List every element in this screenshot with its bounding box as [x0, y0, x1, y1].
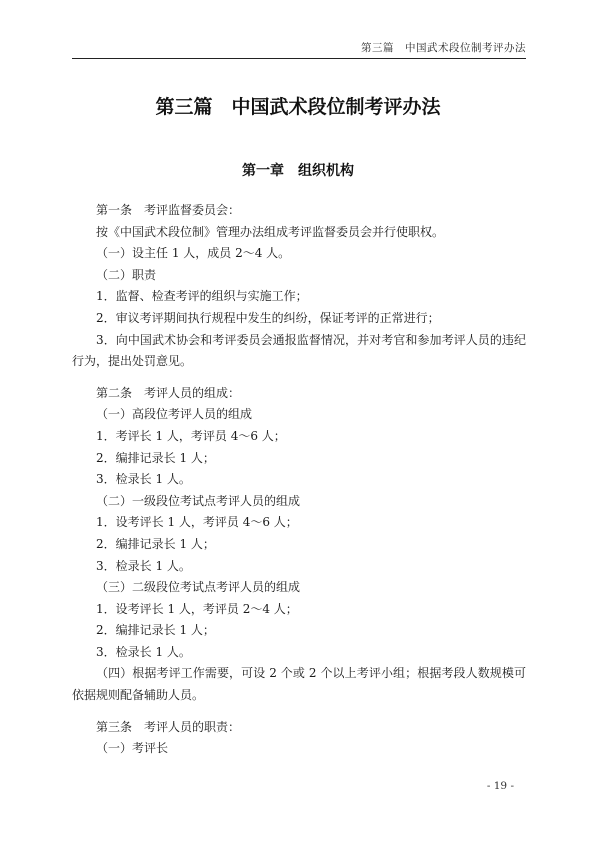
- article-1-heading: 第一条 考评监督委员会：: [96, 203, 241, 217]
- article-2-heading: 第二条 考评人员的组成：: [96, 385, 241, 400]
- paragraph: 3．向中国武术协会和考评委员会通报监督情况，并对考官和参加考评人员的违纪行为，提出处罚意见。: [72, 332, 526, 369]
- running-header: 第三篇 中国武术段位制考评办法: [361, 42, 526, 54]
- paragraph: （四）根据考评工作需要，可设 2 个或 2 个以上考评小组；根据考段人数规模可依据规则配备辅助人员。: [72, 666, 526, 703]
- paragraph: 2．编排记录长 1 人；: [96, 536, 215, 551]
- body-text: [72, 200, 526, 760]
- chapter-title: 第一章 组织机构: [242, 163, 354, 179]
- paragraph: 1．监督、检查考评的组织与实施工作；: [96, 289, 308, 304]
- page-title: 第三篇 中国武术段位制考评办法: [155, 96, 441, 118]
- paragraph: （一）设主任 1 人，成员 2～4 人。: [96, 246, 291, 261]
- paragraph: 3．检录长 1 人。: [96, 472, 191, 487]
- paragraph: （二）一级段位考试点考评人员的组成: [96, 493, 301, 508]
- paragraph: 按《中国武术段位制》管理办法组成考评监督委员会并行使职权。: [96, 224, 445, 239]
- paragraph: 1．设考评长 1 人，考评员 4～6 人；: [96, 515, 298, 530]
- header-divider: [72, 58, 526, 59]
- paragraph: 1．考评长 1 人，考评员 4～6 人；: [96, 428, 286, 443]
- page-number: - 19 -: [486, 780, 514, 792]
- article-3-heading: 第三条 考评人员的职责：: [96, 719, 241, 734]
- paragraph: 2．编排记录长 1 人；: [96, 450, 215, 465]
- paragraph: （一）高段位考评人员的组成: [96, 407, 253, 422]
- paragraph: （二）职责: [96, 267, 157, 282]
- paragraph: 2．编排记录长 1 人；: [96, 623, 215, 638]
- paragraph: （一）考评长: [96, 741, 169, 756]
- paragraph: 3．检录长 1 人。: [96, 644, 191, 659]
- paragraph: 1．设考评长 1 人，考评员 2～4 人；: [96, 601, 298, 616]
- paragraph: 3．检录长 1 人。: [96, 558, 191, 573]
- paragraph: （三）二级段位考试点考评人员的组成: [96, 580, 301, 595]
- paragraph: 2．审议考评期间执行规程中发生的纠纷，保证考评的正常进行；: [96, 310, 440, 325]
